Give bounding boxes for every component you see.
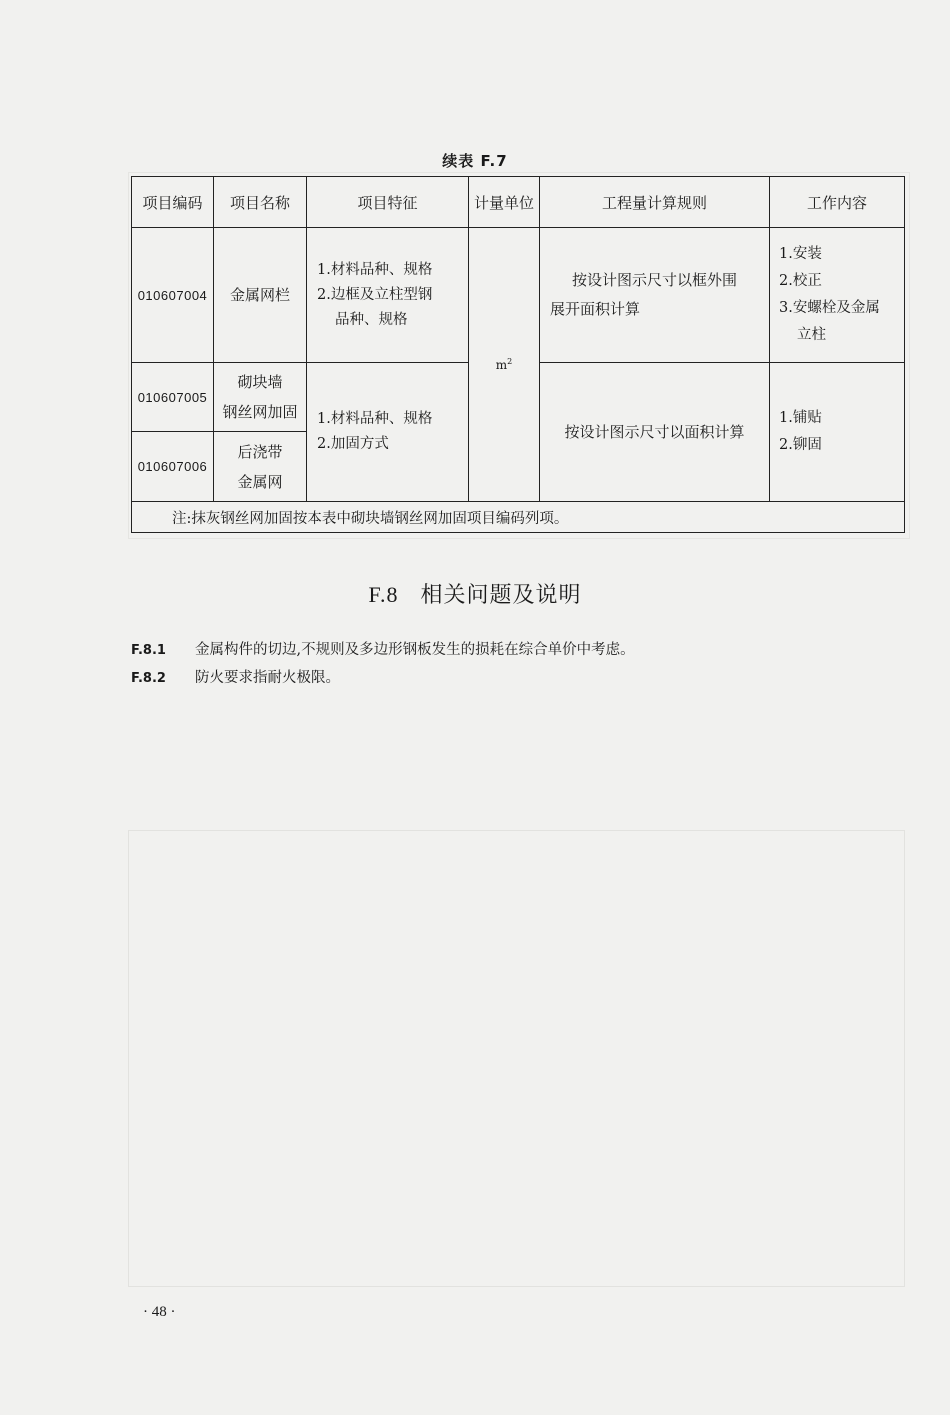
work-line: 1.安装 [779, 246, 822, 262]
table-row [132, 228, 905, 363]
feature-line: 1.材料品种、规格 [317, 261, 433, 278]
page-number: · 48 · [143, 1304, 176, 1320]
specification-table [131, 176, 905, 533]
clause-number: F.8.2 [131, 671, 166, 686]
item-name-line: 金属网栏 [229, 286, 290, 304]
feature-line: 1.材料品种、规格 [317, 411, 433, 427]
feature-line: 2.边框及立柱型钢 [317, 286, 433, 303]
table-note-row [132, 502, 905, 533]
item-name [214, 228, 307, 363]
item-code: 010607006 [132, 432, 214, 502]
item-work [770, 228, 905, 363]
header-name: 项目名称 [214, 177, 307, 228]
rule-line: 展开面积计算 [550, 300, 641, 318]
item-rule [540, 228, 770, 363]
unit-base: m [495, 358, 508, 372]
work-line: 1.铺贴 [779, 410, 822, 426]
item-code: 010607005 [132, 363, 214, 432]
item-name [214, 432, 307, 502]
header-code: 项目编码 [132, 177, 214, 228]
table-header-row [132, 177, 905, 228]
header-unit: 计量单位 [469, 177, 540, 228]
header-work: 工作内容 [770, 177, 905, 228]
work-line: 3.安螺栓及金属 [779, 300, 880, 316]
section-title: 相关问题及说明 [420, 583, 582, 608]
clause-text: 防火要求指耐火极限。 [195, 670, 340, 686]
table-note: 注:抹灰钢丝网加固按本表中砌块墙钢丝网加固项目编码列项。 [132, 502, 905, 533]
clause-text: 金属构件的切边,不规则及多边形钢板发生的损耗在综合单价中考虑。 [195, 642, 635, 658]
section-heading [0, 578, 950, 609]
item-work [770, 363, 905, 502]
item-unit [469, 228, 540, 502]
unit-exponent: 2 [507, 357, 513, 366]
table-caption: 续表 F.7 [442, 152, 508, 170]
work-line: 2.铆固 [779, 437, 822, 453]
item-code: 010607004 [132, 228, 214, 363]
clause-paragraph [131, 666, 340, 687]
item-name-line: 后浇带 [237, 442, 283, 461]
item-name-line: 金属网 [237, 472, 283, 491]
item-name-line: 砌块墙 [237, 373, 283, 391]
feature-line: 2.加固方式 [317, 436, 389, 452]
feature-line: 品种、规格 [335, 311, 408, 328]
item-features [307, 363, 469, 502]
header-rule: 工程量计算规则 [540, 177, 770, 228]
item-name-line: 钢丝网加固 [222, 403, 298, 421]
item-rule: 按设计图示尺寸以面积计算 [540, 363, 770, 502]
rule-line: 按设计图示尺寸以框外围 [571, 271, 737, 289]
item-features [307, 228, 469, 363]
clause-number: F.8.1 [131, 643, 166, 658]
section-number: F.8 [368, 582, 399, 607]
work-line: 2.校正 [779, 273, 822, 289]
item-name [214, 363, 307, 432]
work-line: 立柱 [797, 327, 826, 343]
bleed-through-frame-bottom [128, 830, 905, 1287]
header-features: 项目特征 [307, 177, 469, 228]
clause-paragraph [131, 638, 635, 659]
